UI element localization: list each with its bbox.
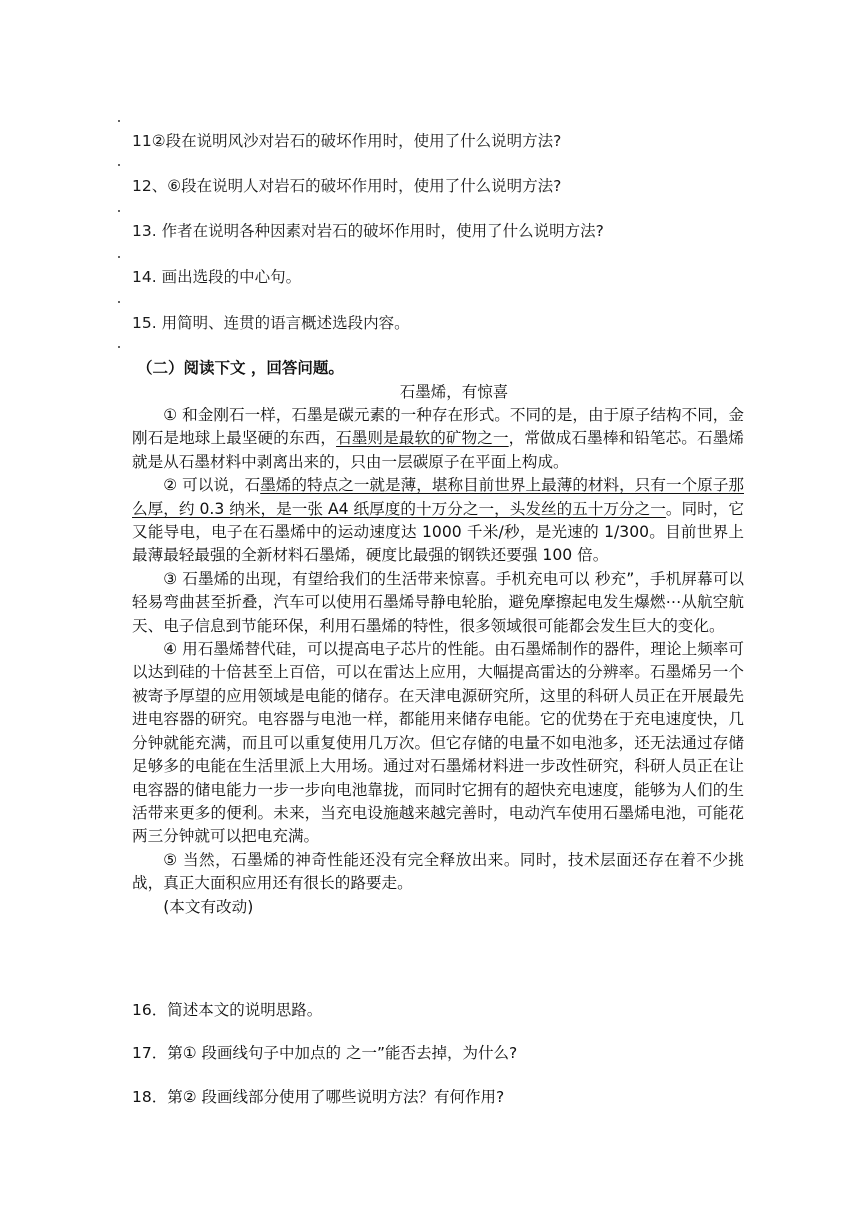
question-17: 17．第① 段画线句子中加点的 之一”能否去掉，为什么? bbox=[132, 1044, 518, 1062]
section-heading: （二）阅读下文 ，回答问题。 bbox=[137, 359, 344, 377]
paragraph-1: ① 和金刚石一样，石墨是碳元素的一种存在形式。不同的是，由于原子结构不同，金刚石是地球上最坚硬的东西，石墨则是最软的矿物之一，常做成石墨棒和铅笔芯。石墨烯就是从石墨材料中剥离出来的，只由一层碳原子在平面上构成。 bbox=[132, 406, 744, 471]
question-14: 14. 画出选段的中心句。 bbox=[132, 268, 302, 286]
article-title: 石墨烯，有惊喜 bbox=[399, 383, 509, 401]
bullet-dot bbox=[118, 210, 120, 212]
paragraph-5: ⑤ 当然，石墨烯的神奇性能还没有完全释放出来。同时，技术层面还存在着不少挑战，真正大面积应用还有很长的路要走。 bbox=[132, 850, 744, 893]
paragraph-4: ④ 用石墨烯替代硅，可以提高电子芯片的性能。由石墨烯制作的器件，理论上频率可以达到硅的十倍甚至上百倍，可以在雷达上应用，大幅提高雷达的分辨率。石墨烯另一个被寄予厚望的应用领域是电能的储存。在天津电源研究所，这里的科研人员正在开展最先进电容器的研究。电容器与电池一样，都能用来储存电能。它的优势在于充电速度快，几分钟就能充满，而且可以重复使用几万次。但它存储的电量不如电池多，还无法通过存储足够多的电能在生活里派上大用场。通过对石墨烯材料进一步改性研究，科研人员正在让电容器的储电能力一步一步向电池靠拢，而同时它拥有的超快充电速度，能够为人们的生活带来更多的便利。未来，当充电设施越来越完善时，电动汽车使用石墨烯电池，可能花两三分钟就可以把电充满。 bbox=[132, 640, 744, 846]
question-16: 16．简述本文的说明思路。 bbox=[132, 1001, 323, 1019]
bullet-dot bbox=[118, 301, 120, 303]
question-11: 11②段在说明风沙对岩石的破坏作用时，使用了什么说明方法? bbox=[132, 132, 562, 150]
question-18: 18．第② 段画线部分使用了哪些说明方法？有何作用? bbox=[132, 1088, 505, 1106]
bullet-dot bbox=[118, 120, 120, 122]
question-13: 13. 作者在说明各种因素对岩石的破坏作用时，使用了什么说明方法? bbox=[132, 222, 604, 240]
question-12: 12、⑥段在说明人对岩石的破坏作用时，使用了什么说明方法? bbox=[132, 177, 562, 195]
article-body bbox=[132, 404, 744, 919]
source-note: (本文有改动) bbox=[163, 897, 254, 916]
paragraph-2: ② 可以说，石墨烯的特点之一就是薄，堪称目前世界上最薄的材料，只有一个原子那么厚，约 0.3 纳米，是一张 A4 纸厚度的十万分之一，头发丝的五十万分之一。同时，它又能导电，电子在石墨烯中的运动速度达 1000 千米/秒，是光速的 1/300。目前世界上最薄最轻最强的全新材料石墨烯，硬度比最强的钢铁还要强 100 倍。 bbox=[132, 476, 744, 565]
bullet-dot bbox=[118, 346, 120, 348]
underlined-passage: 墨烯的特点之一就是薄，堪称目前世界上最薄的材料，只有一个原子那么厚，约 0.3 纳米，是一张 A4 纸厚度的十万分之一，头发丝的五十万分之一 bbox=[132, 476, 744, 518]
underlined-sentence: 石墨则是最软的矿物之一 bbox=[336, 429, 509, 448]
question-15: 15. 用简明、连贯的语言概述选段内容。 bbox=[132, 314, 410, 332]
bullet-dot bbox=[118, 256, 120, 258]
bullet-dot bbox=[118, 164, 120, 166]
paragraph-3: ③ 石墨烯的出现，有望给我们的生活带来惊喜。手机充电可以 秒充”，手机屏幕可以轻易弯曲甚至折叠，汽车可以使用石墨烯导静电轮胎，避免摩擦起电发生爆燃⋯从航空航天、电子信息到节能环保，利用石墨烯的特性，很多领域很可能都会发生巨大的变化。 bbox=[132, 569, 744, 635]
